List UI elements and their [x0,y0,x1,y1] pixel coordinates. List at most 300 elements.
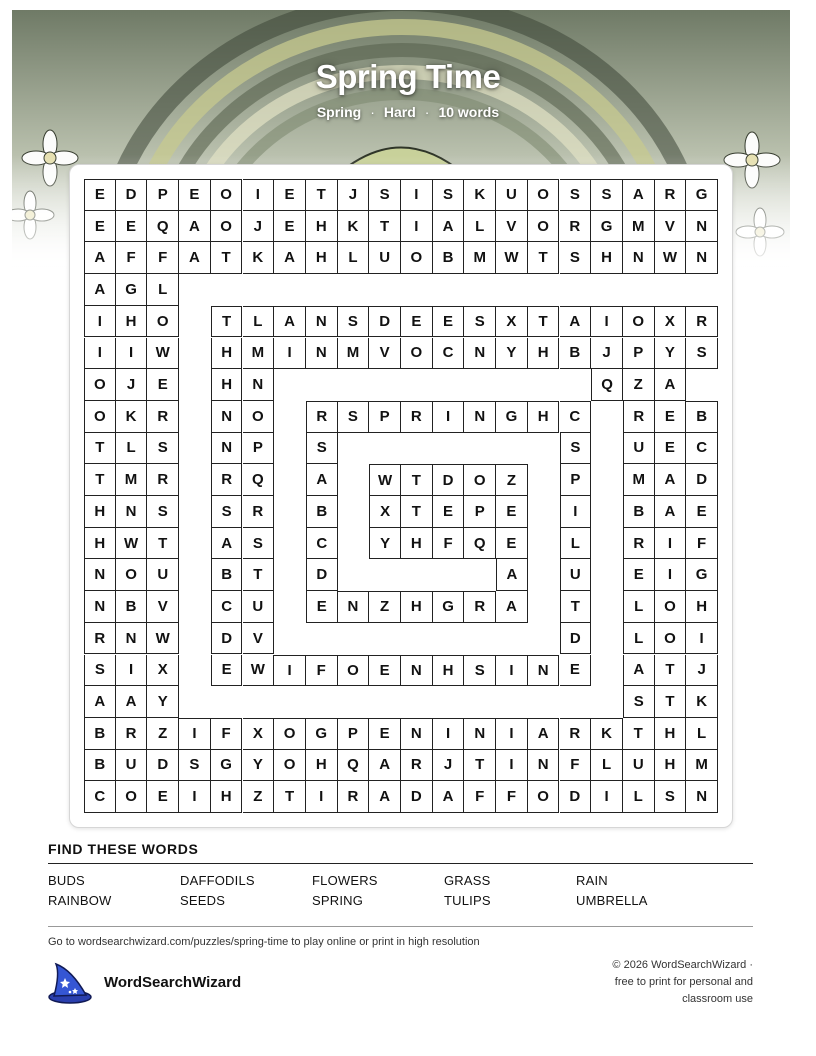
grid-cell[interactable]: A [369,781,401,813]
grid-cell[interactable]: U [116,750,148,782]
grid-cell[interactable]: O [147,306,179,338]
grid-cell[interactable]: H [401,528,433,560]
grid-cell[interactable]: E [147,781,179,813]
grid-cell[interactable]: H [433,655,465,687]
grid-cell[interactable]: H [528,401,560,433]
grid-cell[interactable]: W [147,623,179,655]
grid-cell[interactable]: C [306,528,338,560]
grid-cell[interactable]: E [686,496,718,528]
grid-cell[interactable]: E [433,306,465,338]
grid-cell[interactable]: H [686,591,718,623]
grid-cell[interactable]: U [623,750,655,782]
grid-cell[interactable]: E [369,655,401,687]
grid-cell[interactable]: F [496,781,528,813]
grid-cell[interactable]: R [464,591,496,623]
grid-cell[interactable]: I [433,401,465,433]
grid-cell[interactable]: A [84,274,116,306]
grid-cell[interactable]: R [560,211,592,243]
grid-cell[interactable]: E [655,433,687,465]
grid-cell[interactable]: D [560,781,592,813]
grid-cell[interactable]: T [243,559,275,591]
grid-cell[interactable]: R [686,306,718,338]
grid-cell[interactable]: E [84,211,116,243]
grid-cell[interactable]: A [274,306,306,338]
grid-cell[interactable]: A [496,559,528,591]
grid-cell[interactable]: E [116,211,148,243]
grid-cell[interactable]: F [306,655,338,687]
grid-cell[interactable]: X [147,655,179,687]
grid-cell[interactable]: D [211,623,243,655]
grid-cell[interactable]: O [655,591,687,623]
grid-cell[interactable]: S [243,528,275,560]
grid-cell[interactable]: W [116,528,148,560]
grid-cell[interactable]: L [623,781,655,813]
grid-cell[interactable]: D [560,623,592,655]
grid-cell[interactable]: U [623,433,655,465]
grid-cell[interactable]: S [338,306,370,338]
grid-cell[interactable]: B [84,750,116,782]
grid-cell[interactable]: N [84,559,116,591]
grid-cell[interactable]: T [401,464,433,496]
grid-cell[interactable]: I [116,338,148,370]
grid-cell[interactable]: B [84,718,116,750]
grid-cell[interactable]: E [306,591,338,623]
grid-cell[interactable]: G [433,591,465,623]
grid-cell[interactable]: A [433,211,465,243]
grid-cell[interactable]: O [655,623,687,655]
grid-cell[interactable]: K [591,718,623,750]
grid-cell[interactable]: V [147,591,179,623]
grid-cell[interactable]: N [464,718,496,750]
grid-cell[interactable]: L [591,750,623,782]
grid-cell[interactable]: A [179,242,211,274]
grid-cell[interactable]: E [623,559,655,591]
grid-cell[interactable]: Q [147,211,179,243]
grid-cell[interactable]: X [369,496,401,528]
grid-cell[interactable]: T [528,242,560,274]
grid-cell[interactable]: W [147,338,179,370]
grid-cell[interactable]: N [116,623,148,655]
grid-cell[interactable]: S [623,686,655,718]
grid-cell[interactable]: G [591,211,623,243]
grid-cell[interactable]: H [655,750,687,782]
grid-cell[interactable]: S [147,496,179,528]
grid-cell[interactable]: P [623,338,655,370]
grid-cell[interactable]: M [116,464,148,496]
grid-cell[interactable]: D [401,781,433,813]
grid-cell[interactable]: J [116,369,148,401]
grid-cell[interactable]: C [686,433,718,465]
grid-cell[interactable]: T [211,306,243,338]
grid-cell[interactable]: R [560,718,592,750]
grid-cell[interactable]: R [147,464,179,496]
grid-cell[interactable]: F [433,528,465,560]
grid-cell[interactable]: H [84,496,116,528]
grid-cell[interactable]: B [211,559,243,591]
grid-cell[interactable]: B [623,496,655,528]
grid-cell[interactable]: O [528,211,560,243]
grid-cell[interactable]: Q [464,528,496,560]
grid-cell[interactable]: D [686,464,718,496]
grid-cell[interactable]: M [338,338,370,370]
grid-cell[interactable]: N [306,306,338,338]
grid-cell[interactable]: E [433,496,465,528]
grid-cell[interactable]: Y [655,338,687,370]
grid-cell[interactable]: K [243,242,275,274]
grid-cell[interactable]: U [369,242,401,274]
grid-cell[interactable]: D [147,750,179,782]
grid-cell[interactable]: A [369,750,401,782]
grid-cell[interactable]: S [655,781,687,813]
grid-cell[interactable]: T [369,211,401,243]
grid-cell[interactable]: O [528,781,560,813]
grid-cell[interactable]: H [591,242,623,274]
grid-cell[interactable]: H [84,528,116,560]
grid-cell[interactable]: E [401,306,433,338]
grid-cell[interactable]: G [686,179,718,211]
grid-cell[interactable]: M [686,750,718,782]
grid-cell[interactable]: I [243,179,275,211]
grid-cell[interactable]: U [243,591,275,623]
grid-cell[interactable]: P [243,433,275,465]
grid-cell[interactable]: L [338,242,370,274]
grid-cell[interactable]: P [560,464,592,496]
grid-cell[interactable]: H [211,369,243,401]
grid-cell[interactable]: N [464,401,496,433]
grid-cell[interactable]: L [116,433,148,465]
grid-cell[interactable]: I [686,623,718,655]
grid-cell[interactable]: A [655,369,687,401]
grid-cell[interactable]: Y [496,338,528,370]
grid-cell[interactable]: J [338,179,370,211]
grid-cell[interactable]: I [655,559,687,591]
grid-cell[interactable]: O [338,655,370,687]
grid-cell[interactable]: W [496,242,528,274]
grid-cell[interactable]: F [560,750,592,782]
grid-cell[interactable]: N [211,401,243,433]
grid-cell[interactable]: D [433,464,465,496]
grid-cell[interactable]: E [560,655,592,687]
grid-cell[interactable]: R [401,401,433,433]
grid-cell[interactable]: P [369,401,401,433]
grid-cell[interactable]: Z [369,591,401,623]
grid-cell[interactable]: E [147,369,179,401]
grid-cell[interactable]: E [496,496,528,528]
grid-cell[interactable]: G [116,274,148,306]
grid-cell[interactable]: H [306,242,338,274]
grid-cell[interactable]: A [306,464,338,496]
grid-cell[interactable]: Z [243,781,275,813]
grid-cell[interactable]: T [84,464,116,496]
grid-cell[interactable]: H [528,338,560,370]
grid-cell[interactable]: Z [147,718,179,750]
grid-cell[interactable]: T [401,496,433,528]
grid-cell[interactable]: T [147,528,179,560]
grid-cell[interactable]: I [401,179,433,211]
grid-cell[interactable]: N [211,433,243,465]
grid-cell[interactable]: A [179,211,211,243]
grid-cell[interactable]: Y [243,750,275,782]
grid-cell[interactable]: N [338,591,370,623]
grid-cell[interactable]: V [243,623,275,655]
grid-cell[interactable]: C [560,401,592,433]
grid-cell[interactable]: F [116,242,148,274]
grid-cell[interactable]: I [401,211,433,243]
grid-cell[interactable]: L [147,274,179,306]
grid-cell[interactable]: X [655,306,687,338]
grid-cell[interactable]: V [369,338,401,370]
grid-cell[interactable]: X [496,306,528,338]
grid-cell[interactable]: Q [243,464,275,496]
grid-cell[interactable]: C [211,591,243,623]
grid-cell[interactable]: W [369,464,401,496]
grid-cell[interactable]: M [464,242,496,274]
grid-cell[interactable]: N [528,655,560,687]
grid-cell[interactable]: I [591,306,623,338]
grid-cell[interactable]: O [464,464,496,496]
grid-cell[interactable]: T [274,781,306,813]
grid-cell[interactable]: A [116,686,148,718]
grid-cell[interactable]: N [306,338,338,370]
grid-cell[interactable]: I [560,496,592,528]
grid-cell[interactable]: H [306,750,338,782]
grid-cell[interactable]: L [464,211,496,243]
grid-cell[interactable]: I [655,528,687,560]
grid-cell[interactable]: A [655,496,687,528]
grid-cell[interactable]: B [686,401,718,433]
grid-cell[interactable]: T [655,686,687,718]
grid-cell[interactable]: L [623,591,655,623]
grid-cell[interactable]: D [369,306,401,338]
grid-cell[interactable]: T [623,718,655,750]
grid-cell[interactable]: R [401,750,433,782]
grid-cell[interactable]: N [243,369,275,401]
grid-cell[interactable]: U [560,559,592,591]
grid-cell[interactable]: R [623,401,655,433]
grid-cell[interactable]: Y [147,686,179,718]
grid-cell[interactable]: L [623,623,655,655]
grid-cell[interactable]: G [496,401,528,433]
grid-cell[interactable]: G [306,718,338,750]
grid-cell[interactable]: S [306,433,338,465]
grid-cell[interactable]: G [686,559,718,591]
grid-cell[interactable]: S [464,655,496,687]
grid-cell[interactable]: J [591,338,623,370]
grid-cell[interactable]: P [464,496,496,528]
grid-cell[interactable]: I [84,338,116,370]
grid-cell[interactable]: A [84,242,116,274]
grid-cell[interactable]: X [243,718,275,750]
grid-cell[interactable]: B [433,242,465,274]
grid-cell[interactable]: R [655,179,687,211]
grid-cell[interactable]: S [560,433,592,465]
grid-cell[interactable]: R [306,401,338,433]
grid-cell[interactable]: C [84,781,116,813]
grid-cell[interactable]: T [560,591,592,623]
grid-cell[interactable]: S [147,433,179,465]
grid-cell[interactable]: I [496,655,528,687]
grid-cell[interactable]: U [147,559,179,591]
grid-cell[interactable]: O [116,781,148,813]
grid-cell[interactable]: T [211,242,243,274]
grid-cell[interactable]: O [84,369,116,401]
grid-cell[interactable]: I [496,718,528,750]
grid-cell[interactable]: R [116,718,148,750]
grid-cell[interactable]: T [306,179,338,211]
grid-cell[interactable]: I [274,655,306,687]
grid-cell[interactable]: I [84,306,116,338]
grid-cell[interactable]: S [211,496,243,528]
grid-cell[interactable]: H [116,306,148,338]
grid-cell[interactable]: G [211,750,243,782]
grid-cell[interactable]: N [623,242,655,274]
grid-cell[interactable]: R [243,496,275,528]
grid-cell[interactable]: A [623,655,655,687]
grid-cell[interactable]: N [686,781,718,813]
grid-cell[interactable]: Z [623,369,655,401]
grid-cell[interactable]: A [433,781,465,813]
grid-cell[interactable]: N [84,591,116,623]
grid-cell[interactable]: S [84,655,116,687]
grid-cell[interactable]: O [211,211,243,243]
grid-cell[interactable]: O [274,718,306,750]
grid-cell[interactable]: H [211,338,243,370]
grid-cell[interactable]: U [496,179,528,211]
grid-cell[interactable]: I [116,655,148,687]
grid-cell[interactable]: O [211,179,243,211]
grid-cell[interactable]: E [274,179,306,211]
grid-cell[interactable]: R [147,401,179,433]
grid-cell[interactable]: K [338,211,370,243]
grid-cell[interactable]: E [655,401,687,433]
grid-cell[interactable]: L [686,718,718,750]
grid-cell[interactable]: S [686,338,718,370]
grid-cell[interactable]: R [211,464,243,496]
grid-cell[interactable]: D [306,559,338,591]
grid-cell[interactable]: A [560,306,592,338]
grid-cell[interactable]: A [274,242,306,274]
grid-cell[interactable]: S [433,179,465,211]
grid-cell[interactable]: O [274,750,306,782]
grid-cell[interactable]: V [496,211,528,243]
grid-cell[interactable]: Q [591,369,623,401]
grid-cell[interactable]: H [211,781,243,813]
grid-cell[interactable]: Q [338,750,370,782]
grid-cell[interactable]: K [686,686,718,718]
grid-cell[interactable]: T [528,306,560,338]
grid-cell[interactable]: T [84,433,116,465]
grid-cell[interactable]: A [623,179,655,211]
grid-cell[interactable]: I [179,718,211,750]
grid-cell[interactable]: I [179,781,211,813]
grid-cell[interactable]: Y [369,528,401,560]
grid-cell[interactable]: K [464,179,496,211]
grid-cell[interactable]: O [623,306,655,338]
grid-cell[interactable]: R [623,528,655,560]
grid-cell[interactable]: E [179,179,211,211]
grid-cell[interactable]: J [243,211,275,243]
grid-cell[interactable]: E [369,718,401,750]
grid-cell[interactable]: N [401,655,433,687]
grid-cell[interactable]: O [243,401,275,433]
grid-cell[interactable]: F [686,528,718,560]
grid-cell[interactable]: T [464,750,496,782]
grid-cell[interactable]: H [401,591,433,623]
grid-cell[interactable]: H [306,211,338,243]
grid-cell[interactable]: M [623,211,655,243]
grid-cell[interactable]: O [528,179,560,211]
grid-cell[interactable]: S [591,179,623,211]
grid-cell[interactable]: O [401,338,433,370]
grid-cell[interactable]: I [496,750,528,782]
grid-cell[interactable]: A [211,528,243,560]
grid-cell[interactable]: Z [496,464,528,496]
grid-cell[interactable]: M [243,338,275,370]
grid-cell[interactable]: A [84,686,116,718]
grid-cell[interactable]: W [655,242,687,274]
grid-cell[interactable]: W [243,655,275,687]
grid-cell[interactable]: O [401,242,433,274]
grid-cell[interactable]: F [147,242,179,274]
grid-cell[interactable]: I [591,781,623,813]
grid-cell[interactable]: E [84,179,116,211]
grid-cell[interactable]: I [306,781,338,813]
grid-cell[interactable]: N [116,496,148,528]
grid-cell[interactable]: E [211,655,243,687]
grid-cell[interactable]: D [116,179,148,211]
grid-cell[interactable]: F [211,718,243,750]
grid-cell[interactable]: O [84,401,116,433]
grid-cell[interactable]: C [433,338,465,370]
grid-cell[interactable]: V [655,211,687,243]
grid-cell[interactable]: S [464,306,496,338]
grid-cell[interactable]: I [433,718,465,750]
grid-cell[interactable]: P [147,179,179,211]
grid-cell[interactable]: P [338,718,370,750]
grid-cell[interactable]: E [274,211,306,243]
grid-cell[interactable]: O [116,559,148,591]
grid-cell[interactable]: S [560,179,592,211]
grid-cell[interactable]: M [623,464,655,496]
grid-cell[interactable]: N [686,242,718,274]
grid-cell[interactable]: E [496,528,528,560]
grid-cell[interactable]: S [338,401,370,433]
grid-cell[interactable]: A [496,591,528,623]
grid-cell[interactable]: A [655,464,687,496]
grid-cell[interactable]: I [274,338,306,370]
grid-cell[interactable]: B [560,338,592,370]
grid-cell[interactable]: N [528,750,560,782]
grid-cell[interactable]: K [116,401,148,433]
grid-cell[interactable]: B [306,496,338,528]
grid-cell[interactable]: J [686,655,718,687]
grid-cell[interactable]: H [655,718,687,750]
grid-cell[interactable]: T [655,655,687,687]
grid-cell[interactable]: L [243,306,275,338]
grid-cell[interactable]: L [560,528,592,560]
grid-cell[interactable]: S [369,179,401,211]
grid-cell[interactable]: J [433,750,465,782]
grid-cell[interactable]: R [338,781,370,813]
grid-cell[interactable]: A [528,718,560,750]
grid-cell[interactable]: F [464,781,496,813]
grid-cell[interactable]: S [560,242,592,274]
grid-cell[interactable]: N [464,338,496,370]
grid-cell[interactable]: R [84,623,116,655]
grid-cell[interactable]: N [686,211,718,243]
grid-cell[interactable]: N [401,718,433,750]
grid-cell[interactable]: S [179,750,211,782]
